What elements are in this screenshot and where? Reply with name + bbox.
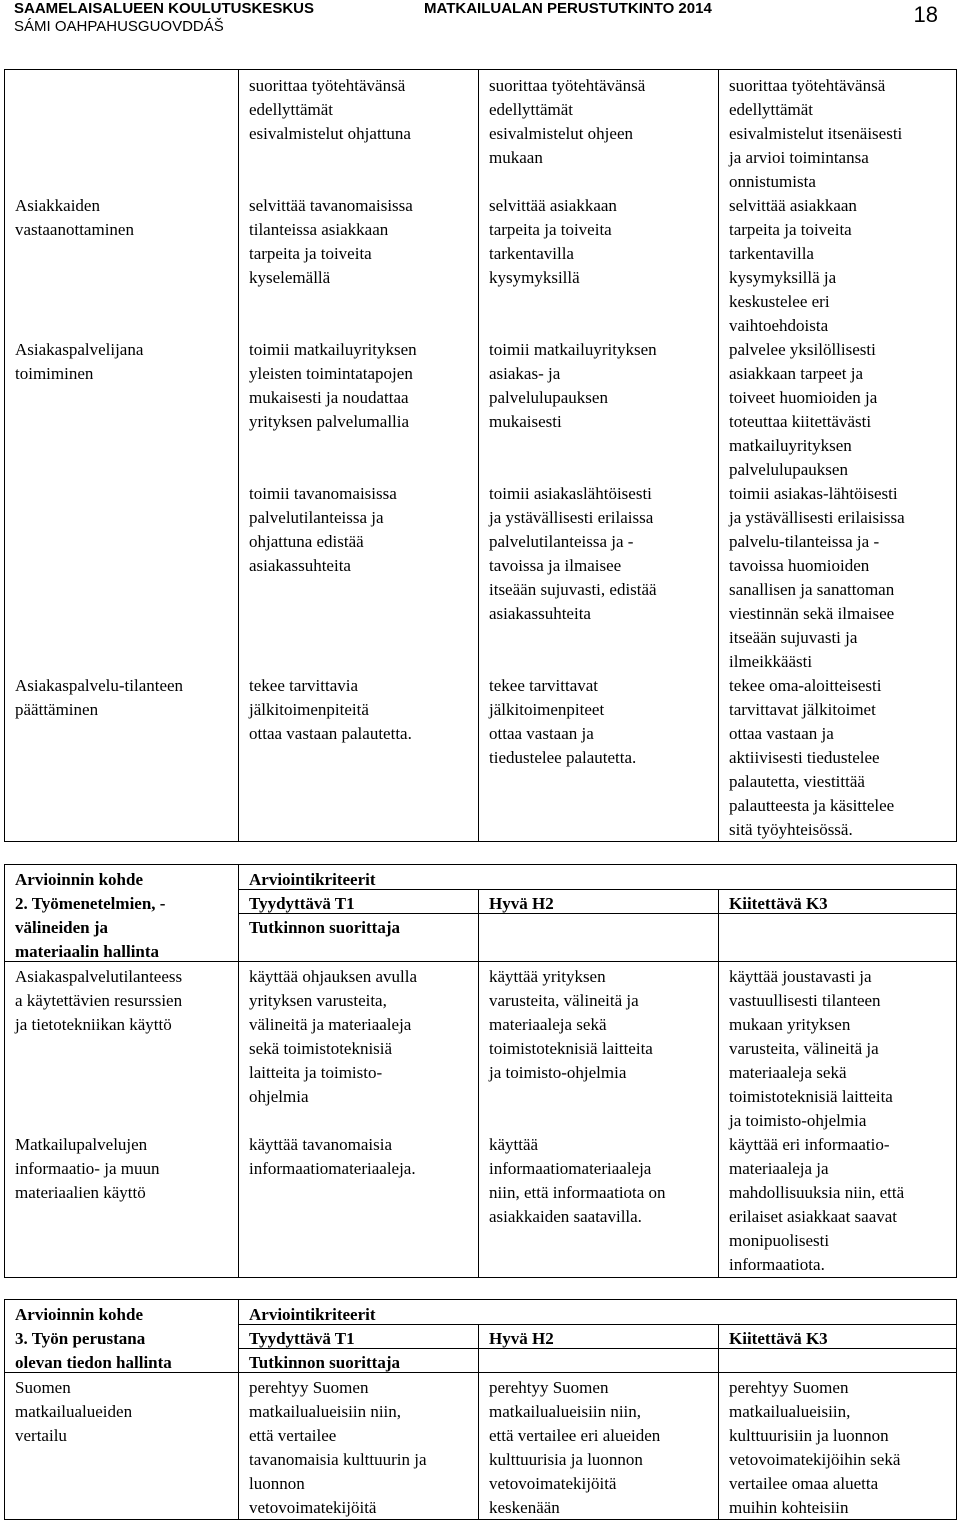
- degree-title: MATKAILUALAN PERUSTUTKINTO 2014: [424, 0, 712, 17]
- row-t1: perehtyy Suomen matkailualueisiin niin, että vertailee tavanomaisia kulttuurin ja luonnon vetovoimatekijöitä: [249, 1378, 427, 1517]
- row-h2: selvittää asiakkaan tarpeita ja toiveita tarkentavilla kysymyksillä: [489, 196, 617, 287]
- criteria-table-work-methods: [4, 864, 957, 1278]
- section-title: 2. Työmenetelmien, - välineiden ja materiaalin hallinta: [15, 894, 166, 961]
- row-k3: käyttää eri informaatio- materiaaleja ja mahdollisuuksia niin, että erilaiset asiakkaat saavat monipuolisesti informaatiota.: [729, 1135, 905, 1274]
- page-number: 18: [913, 2, 938, 27]
- column-header-criteria: Arviointikriteerit: [249, 870, 376, 889]
- column-header-target: Arvioinnin kohde: [15, 1305, 144, 1324]
- level-t1-header: Tyydyttävä T1: [249, 1329, 355, 1348]
- row-h2: toimii asiakaslähtöisesti ja ystävällisesti erilaissa palvelutilanteissa ja - tavoissa ja ilmaisee itseään sujuvasti, edistää asiakassuhteita: [489, 484, 657, 623]
- performer-label: Tutkinnon suorittaja: [249, 1353, 401, 1372]
- row-target: Suomen matkailualueiden vertailu: [15, 1378, 133, 1445]
- column-header-target: Arvioinnin kohde: [15, 870, 144, 889]
- row-t1: toimii tavanomaisissa palvelutilanteissa ja ohjattuna edistää asiakassuhteita: [249, 484, 397, 575]
- level-k3-header: Kiitettävä K3: [729, 1329, 828, 1348]
- row-k3: toimii asiakas-lähtöisesti ja ystävällisesti erilaisissa palvelu-tilanteissa ja - tavoissa huomioiden sanallisen ja sanattoman viestinnän sekä ilmaisee itseään sujuvasti ja ilmeikkäästi: [729, 484, 905, 671]
- row-h2: käyttää yrityksen varusteita, välineitä ja materiaaleja sekä toimistoteknisiä laitteita ja toimisto-ohjelmia: [489, 967, 653, 1082]
- row-t1: käyttää ohjauksen avulla yrityksen varusteita, välineitä ja materiaaleja sekä toimistoteknisiä laitteita ja toimisto- ohjelmia: [249, 967, 418, 1106]
- row-h2: tekee tarvittavat jälkitoimenpiteet ottaa vastaan ja tiedustelee palautetta.: [489, 676, 637, 767]
- row-h2: perehtyy Suomen matkailualueisiin niin, että vertailee eri alueiden kulttuurisia ja luonnon vetovoimatekijöitä keskenään: [489, 1378, 661, 1517]
- page-header: [0, 0, 960, 60]
- row-target: Asiakaspalvelu-tilanteen päättäminen: [15, 676, 184, 719]
- performer-label: Tutkinnon suorittaja: [249, 918, 401, 937]
- row-target: Asiakaspalvelutilanteess a käytettävien resurssien ja tietotekniikan käyttö: [15, 967, 183, 1034]
- row-t1: käyttää tavanomaisia informaatiomateriaaleja.: [249, 1135, 416, 1178]
- intro-t1: suorittaa työtehtävänsä edellyttämät esivalmistelut ohjattuna: [249, 76, 411, 143]
- level-k3-header: Kiitettävä K3: [729, 894, 828, 913]
- row-k3: perehtyy Suomen matkailualueisiin, kulttuurisiin ja luonnon vetovoimatekijöihin sekä vertailee omaa aluetta muihin kohteisiin: [729, 1378, 901, 1517]
- row-target: Asiakaspalvelijana toimiminen: [15, 340, 144, 383]
- row-target: Asiakkaiden vastaanottaminen: [15, 196, 134, 239]
- row-h2: käyttää informaatiomateriaaleja niin, että informaatiota on asiakkaiden saatavilla.: [489, 1135, 666, 1226]
- level-t1-header: Tyydyttävä T1: [249, 894, 355, 913]
- section-title: 3. Työn perustana olevan tiedon hallinta: [15, 1329, 172, 1372]
- row-t1: toimii matkailuyrityksen yleisten toimintatapojen mukaisesti ja noudattaa yrityksen palvelumallia: [249, 340, 417, 431]
- row-t1: selvittää tavanomaisissa tilanteissa asiakkaan tarpeita ja toiveita kyselemällä: [249, 196, 413, 287]
- row-k3: selvittää asiakkaan tarpeita ja toiveita tarkentavilla kysymyksillä ja keskustelee eri vaihtoehdoista: [729, 196, 857, 335]
- row-k3: tekee oma-aloitteisesti tarvittavat jälkitoimet ottaa vastaan ja aktiivisesti tiedustelee palautetta, viestittää palautteesta ja käsittelee sitä työyhteisössä.: [729, 676, 895, 839]
- criteria-table-knowledge: [4, 1299, 957, 1520]
- row-h2: toimii matkailuyrityksen asiakas- ja palvelulupauksen mukaisesti: [489, 340, 657, 431]
- criteria-table-customer-service: [4, 69, 957, 842]
- organization-name: SAAMELAISALUEEN KOULUTUSKESKUS: [14, 0, 315, 17]
- column-header-criteria: Arviointikriteerit: [249, 1305, 376, 1324]
- level-h2-header: Hyvä H2: [489, 894, 554, 913]
- level-h2-header: Hyvä H2: [489, 1329, 554, 1348]
- intro-h2: suorittaa työtehtävänsä edellyttämät esivalmistelut ohjeen mukaan: [489, 76, 646, 167]
- row-k3: käyttää joustavasti ja vastuullisesti tilanteen mukaan yrityksen varusteita, välineitä ja materiaaleja sekä toimistoteknisiä laitteita ja toimisto-ohjelmia: [729, 967, 893, 1130]
- row-target: Matkailupalvelujen informaatio- ja muun materiaalien käyttö: [15, 1135, 160, 1202]
- row-t1: tekee tarvittavia jälkitoimenpiteitä ottaa vastaan palautetta.: [249, 676, 412, 743]
- row-k3: palvelee yksilöllisesti asiakkaan tarpeet ja toiveet huomioiden ja toteuttaa kiitettävästi matkailuyrityksen palvelulupauksen: [729, 340, 878, 479]
- intro-k3: suorittaa työtehtävänsä edellyttämät esivalmistelut itsenäisesti ja arvioi toimintansa onnistumista: [729, 76, 903, 191]
- organization-name-sami: SÁMI OAHPAHUSGUOVDDÁŠ: [14, 18, 224, 35]
